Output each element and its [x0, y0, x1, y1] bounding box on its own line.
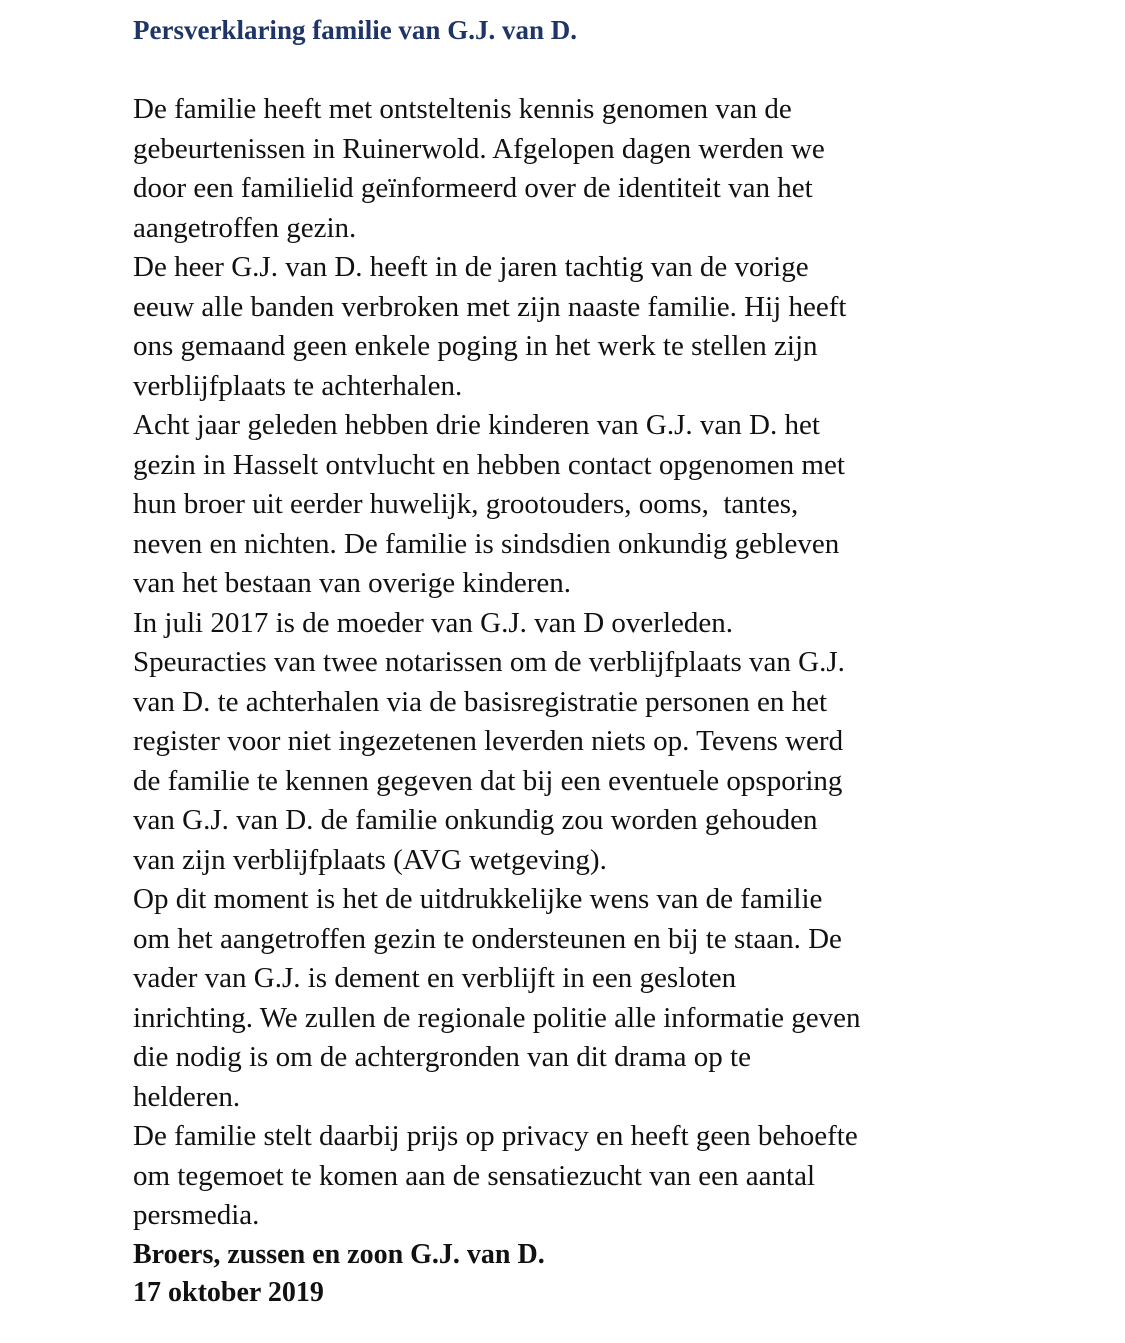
- body-paragraph: [133, 406, 1013, 604]
- paragraph-line: van D. te achterhalen via de basisregistratie personen en het: [133, 685, 828, 718]
- paragraph-line: ons gemaand geen enkele poging in het werk te stellen zijn: [133, 330, 818, 362]
- body-paragraph: [133, 880, 1013, 1117]
- signature: Broers, zussen en zoon G.J. van D.: [133, 1238, 545, 1270]
- paragraph-line: persmedia.: [133, 1199, 260, 1231]
- paragraph-line: verblijfplaats te achterhalen.: [133, 369, 463, 402]
- paragraph-line: om tegemoet te komen aan de sensatiezucht van een aantal: [133, 1159, 816, 1192]
- press-statement-document: [133, 10, 1013, 1312]
- paragraph-line: helderen.: [133, 1080, 241, 1113]
- document-title: Persverklaring familie van G.J. van D.: [133, 15, 577, 45]
- paragraph-line: In juli 2017 is de moeder van G.J. van D overleden.: [133, 606, 733, 639]
- paragraph-line: aangetroffen gezin.: [133, 211, 357, 244]
- body-paragraph: [133, 604, 1013, 881]
- paragraph-line: inrichting. We zullen de regionale politie alle informatie geven: [133, 1001, 861, 1034]
- paragraph-line: neven en nichten. De familie is sindsdien onkundig gebleven: [133, 527, 840, 560]
- paragraph-line: hun broer uit eerder huwelijk, grootouders, ooms, tantes,: [133, 488, 799, 520]
- body-paragraph: [133, 1117, 1013, 1236]
- statement-date: 17 oktober 2019: [133, 1276, 324, 1308]
- paragraph-line: gebeurtenissen in Ruinerwold. Afgelopen dagen werden we: [133, 132, 825, 165]
- paragraph-line: van G.J. van D. de familie onkundig zou worden gehouden: [133, 804, 818, 836]
- paragraph-line: die nodig is om de achtergronden van dit drama op te: [133, 1041, 751, 1073]
- body-paragraph: [133, 90, 1013, 248]
- body-paragraph: [133, 248, 1013, 406]
- paragraph-line: om het aangetroffen gezin te ondersteunen en bij te staan. De: [133, 922, 842, 955]
- paragraph-line: De familie heeft met ontsteltenis kennis genomen van de: [133, 93, 792, 125]
- paragraph-line: Acht jaar geleden hebben drie kinderen van G.J. van D. het: [133, 409, 820, 441]
- paragraph-line: door een familielid geïnformeerd over de identiteit van het: [133, 172, 813, 204]
- paragraph-line: Speuracties van twee notarissen om de verblijfplaats van G.J.: [133, 646, 845, 678]
- paragraph-line: eeuw alle banden verbroken met zijn naaste familie. Hij heeft: [133, 290, 847, 323]
- paragraph-line: de familie te kennen gegeven dat bij een eventuele opsporing: [133, 764, 843, 797]
- paragraph-line: Op dit moment is het de uitdrukkelijke wens van de familie: [133, 883, 823, 915]
- paragraph-line: van het bestaan van overige kinderen.: [133, 567, 572, 599]
- paragraph-line: De heer G.J. van D. heeft in de jaren tachtig van de vorige: [133, 251, 809, 283]
- paragraph-line: gezin in Hasselt ontvlucht en hebben contact opgenomen met: [133, 448, 845, 481]
- paragraph-line: register voor niet ingezetenen leverden niets op. Tevens werd: [133, 725, 844, 757]
- paragraph-line: van zijn verblijfplaats (AVG wetgeving).: [133, 843, 607, 876]
- paragraph-line: vader van G.J. is dement en verblijft in een gesloten: [133, 962, 737, 994]
- document-body: [133, 90, 1013, 1236]
- paragraph-line: De familie stelt daarbij prijs op privacy en heeft geen behoefte: [133, 1120, 858, 1152]
